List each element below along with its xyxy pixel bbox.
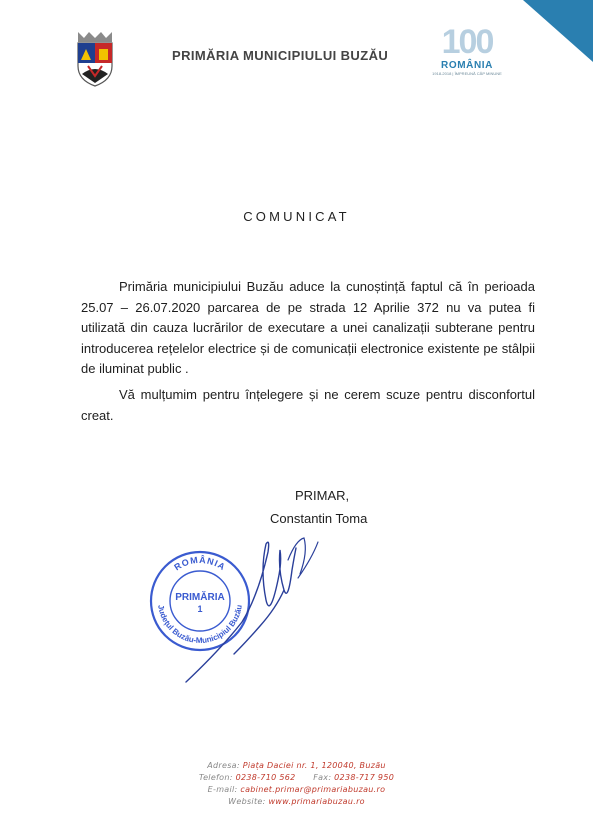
document-body [81,277,535,426]
corner-decoration [523,0,593,62]
email-label: E-mail: [207,785,238,794]
document-heading: COMUNICAT [243,209,350,224]
handwritten-signature [180,530,330,690]
footer-phone-line [0,772,593,784]
body-paragraph: Vă mulțumim pentru înțelegere și ne cerem scuze pentru disconfortul creat. [81,386,535,423]
website-link[interactable]: www.primariabuzau.ro [268,797,365,806]
signatory-name: Constantin Toma [270,511,368,526]
fax-label: Fax: [313,773,332,782]
contact-footer [0,760,593,808]
email-link[interactable]: cabinet.primar@primariabuzau.ro [240,785,386,794]
address-label: Adresa: [207,761,240,770]
organization-title: PRIMĂRIA MUNICIPIULUI BUZĂU [172,48,389,63]
address-value: Piața Daciei nr. 1, 120040, Buzău [242,761,386,770]
body-paragraph: Primăria municipiului Buzău aduce la cunoștință faptul că în perioada 25.07 – 26.07.2020 parcarea de pe strada 12 Aprilie 372 nu va putea fi utilizată din cauza lucrărilor de executare a unei canalizații subterane pentru introducerea rețelelor electrice și de comunicații electronice existente pe stâlpii de iluminat public . [81,279,535,377]
centenary-number: 100 [441,23,493,61]
fax-value: 0238-717 950 [334,773,395,782]
footer-website-line [0,796,593,808]
stamp-top-text: ROMÂNIA [172,554,228,573]
coat-of-arms-icon [72,30,118,88]
phone-value: 0238-710 562 [235,773,296,782]
phone-label: Telefon: [198,773,233,782]
stamp-ring-text: Județul Buzău-Municipiul Buzău [156,604,244,646]
footer-address-line [0,760,593,772]
centenary-logo [428,24,506,77]
website-label: Website: [228,797,266,806]
centenary-country: ROMÂNIA [441,60,493,71]
stamp-number: 1 [197,604,203,614]
footer-email-line [0,784,593,796]
stamp-center-text: PRIMĂRIA [175,592,225,603]
signatory-title: PRIMAR, [295,488,350,503]
centenary-caption: 1918-2018 | ÎMPREUNĂ CĂP MINUNE [432,71,502,76]
